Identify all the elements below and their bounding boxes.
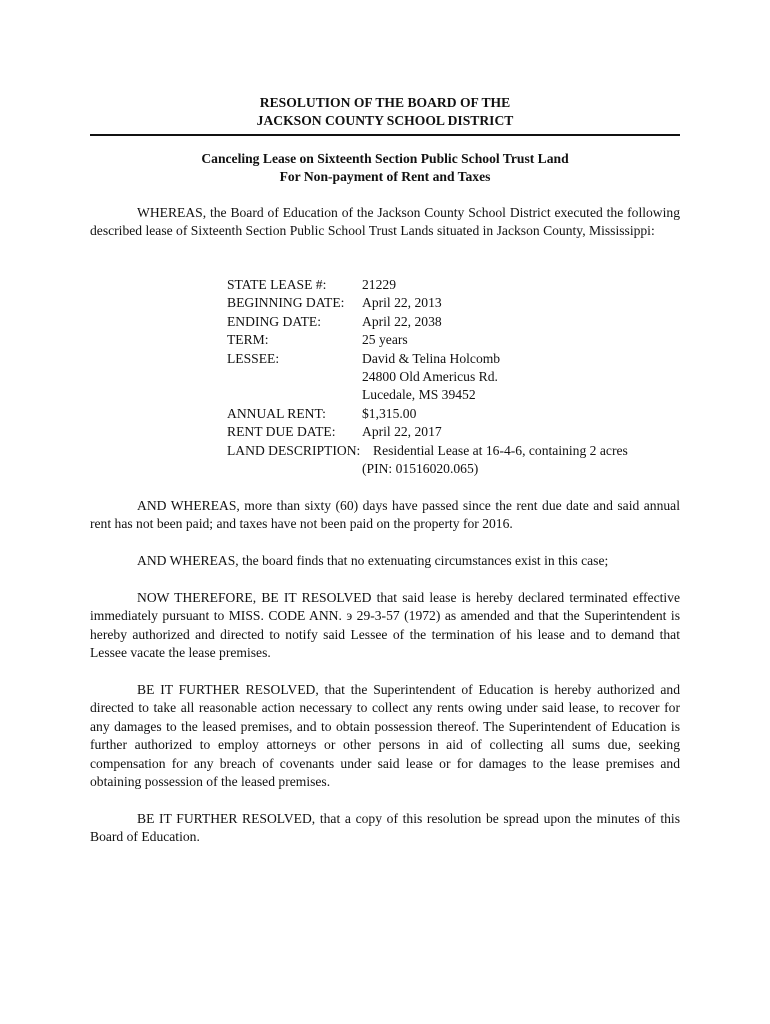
lease-details [227, 276, 687, 478]
document-subtitle [90, 150, 680, 187]
lease-row-term [227, 331, 687, 349]
paragraph-resolved-1: NOW THEREFORE, BE IT RESOLVED that said lease is hereby declared terminated effective immediately pursuant to MISS. CODE ANN. э 29-3-57 (1972) as amended and that the Superintendent is hereby authorized and directed to notify said Lessee of the termination of his lease and to demand that Lessee vacate the lease premises. [90, 590, 680, 661]
term-label: TERM: [227, 332, 269, 348]
pin-value: (PIN: 01516020.065) [362, 460, 479, 476]
subtitle-line-1: Canceling Lease on Sixteenth Section Public School Trust Land [201, 151, 569, 166]
lease-row-pin [227, 460, 687, 478]
ending-date-value: April 22, 2038 [362, 313, 442, 329]
paragraph-whereas-3: AND WHEREAS, the board finds that no extenuating circumstances exist in this case; [137, 553, 609, 568]
rent-due-date-value: April 22, 2017 [362, 424, 442, 440]
annual-rent-label: ANNUAL RENT: [227, 405, 326, 421]
subtitle-line-2: For Non-payment of Rent and Taxes [279, 169, 491, 185]
lease-row-annual-rent [227, 405, 687, 423]
lease-row-lessee-street [227, 368, 687, 386]
lease-row-state-lease [227, 276, 687, 294]
lease-row-land-description [227, 442, 687, 460]
land-description-label: LAND DESCRIPTION: [227, 442, 361, 458]
lessee-city: Lucedale, MS 39452 [362, 387, 476, 403]
beginning-date-value: April 22, 2013 [362, 295, 442, 311]
land-description-value: Residential Lease at 16-4-6, containing 2 acres [373, 442, 628, 458]
annual-rent-value: $1,315.00 [362, 405, 417, 421]
rent-due-date-label: RENT DUE DATE: [227, 424, 336, 440]
beginning-date-label: BEGINNING DATE: [227, 295, 345, 311]
paragraph-resolved-2: BE IT FURTHER RESOLVED, that the Superintendent of Education is hereby authorized and directed to take all reasonable action necessary to collect any rents owing under said lease, to recover for any damages to the leased premises, and to obtain possession thereof. The Superintendent of Education is further authorized to employ attorneys or other persons in aid of collecting all sums due, seeking compensation for any breach of covenants under said lease or for damages to the lease premises and obtaining possession of the leased premises. [90, 682, 680, 790]
state-lease-value: 21229 [362, 277, 396, 292]
lessee-name: David & Telina Holcomb [362, 350, 501, 366]
lease-row-lessee [227, 350, 687, 368]
paragraph-whereas-1: WHEREAS, the Board of Education of the Jackson County School District executed the following described lease of Sixteenth Section Public School Trust Lands situated in Jackson County, Mississippi: [90, 205, 680, 239]
lessee-street: 24800 Old Americus Rd. [362, 368, 498, 384]
title-line-1: RESOLUTION OF THE BOARD OF THE [259, 95, 511, 110]
ending-date-label: ENDING DATE: [227, 313, 322, 329]
paragraph-resolved-3: BE IT FURTHER RESOLVED, that a copy of this resolution be spread upon the minutes of this Board of Education. [90, 811, 680, 845]
lease-row-beginning-date [227, 294, 687, 312]
state-lease-label: STATE LEASE #: [227, 277, 327, 292]
lessee-label: LESSEE: [227, 350, 280, 366]
term-value: 25 years [362, 332, 408, 348]
document-title [90, 94, 680, 131]
paragraph-whereas-2: AND WHEREAS, more than sixty (60) days have passed since the rent due date and said annual rent has not been paid; and taxes have not been paid on the property for 2016. [90, 498, 680, 532]
lease-row-lessee-city [227, 386, 687, 404]
title-line-2: JACKSON COUNTY SCHOOL DISTRICT [256, 113, 514, 129]
title-divider [90, 134, 680, 136]
lease-row-ending-date [227, 313, 687, 331]
lease-row-rent-due-date [227, 423, 687, 441]
